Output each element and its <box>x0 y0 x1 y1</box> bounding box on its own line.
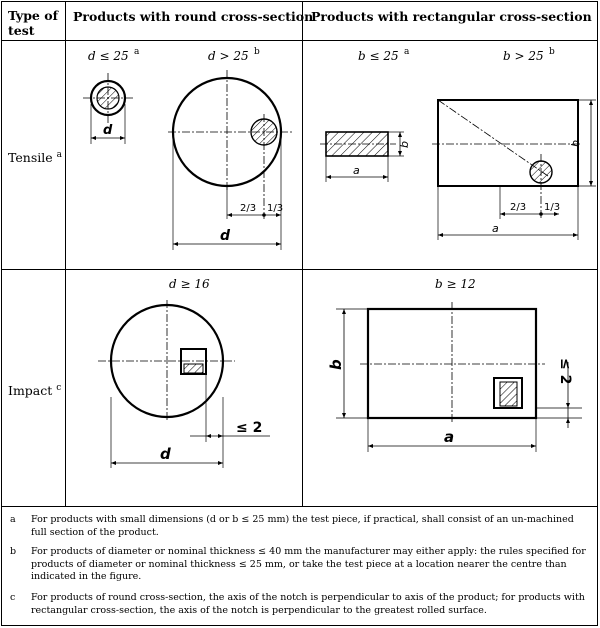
dim-b: b <box>327 359 345 370</box>
cond-label: b > 25 <box>503 49 544 63</box>
row-label-tensile-text: Tensile <box>8 150 53 166</box>
frac-2-3: 2/3 <box>240 203 257 214</box>
row-label-impact-text: Impact <box>8 383 53 399</box>
col-divider-2 <box>302 1 303 506</box>
cond-label: d ≤ 25 <box>88 49 129 63</box>
dim-b: b <box>398 141 411 148</box>
dim-a: a <box>444 428 455 446</box>
row-label-tensile-note: a <box>56 150 62 160</box>
notch-depth: ≤ 2 <box>236 420 263 436</box>
cond-label: d > 25 <box>208 49 249 63</box>
dim-b: b <box>569 140 582 147</box>
figure-tensile-round-large <box>168 44 298 259</box>
cond-label: b ≤ 25 <box>358 49 399 63</box>
row-label-tensile <box>8 150 62 165</box>
footnote-mark: c <box>10 592 16 603</box>
figure-tensile-rect-large <box>430 44 598 244</box>
figure-tensile-rect-small <box>316 44 416 194</box>
footnote-text: For products of round cross-section, the axis of the notch is perpendicular to axis of the product; for products with rectangular cross-section, the axis of the notch is perpendicular to the greatest rolled surface. <box>31 592 585 616</box>
dim-d: d <box>160 445 171 463</box>
cond-note: b <box>549 47 555 57</box>
header-type-of-test: Type of test <box>8 8 58 38</box>
cond-note: a <box>134 47 140 57</box>
header-rect: Products with rectangular cross-section <box>311 9 592 24</box>
col-divider-1 <box>65 1 66 506</box>
footnote-text: For products with small dimensions (d or b ≤ 25 mm) the test piece, if practical, shall consist of an un-machined full section of the product. <box>31 514 574 538</box>
notch-depth: ≤ 2 <box>557 358 573 385</box>
dim-a: a <box>353 164 360 177</box>
frac-2-3: 2/3 <box>510 202 527 213</box>
dim-d: d <box>220 228 231 244</box>
cond-note: b <box>254 47 260 57</box>
footnote-mark: a <box>10 514 16 525</box>
row-label-impact-note: c <box>56 383 62 393</box>
frac-1-3: 1/3 <box>267 203 284 214</box>
frac-1-3: 1/3 <box>544 202 561 213</box>
figure-impact-round <box>90 272 290 472</box>
dim-a: a <box>492 222 499 235</box>
row-label-impact <box>8 383 61 398</box>
footnote-text: For products of diameter or nominal thickness ≤ 40 mm the manufacturer may either apply: the rules specified for products of diameter or nominal thickness ≤ 25 mm, or take the test piece at a location nearer the centre than indicated in the figure. <box>31 546 586 582</box>
row-divider <box>1 269 598 270</box>
header-divider <box>1 40 598 41</box>
cond-note: a <box>404 47 410 57</box>
cond-label: b ≥ 12 <box>435 277 476 291</box>
figure-impact-rect <box>320 272 595 472</box>
figure-tensile-round-small <box>70 44 150 154</box>
footnote-divider <box>1 506 598 507</box>
cond-label: d ≥ 16 <box>169 277 210 291</box>
header-round: Products with round cross-section <box>73 9 314 24</box>
footnote-mark: b <box>10 546 17 557</box>
dim-d: d <box>103 123 113 138</box>
